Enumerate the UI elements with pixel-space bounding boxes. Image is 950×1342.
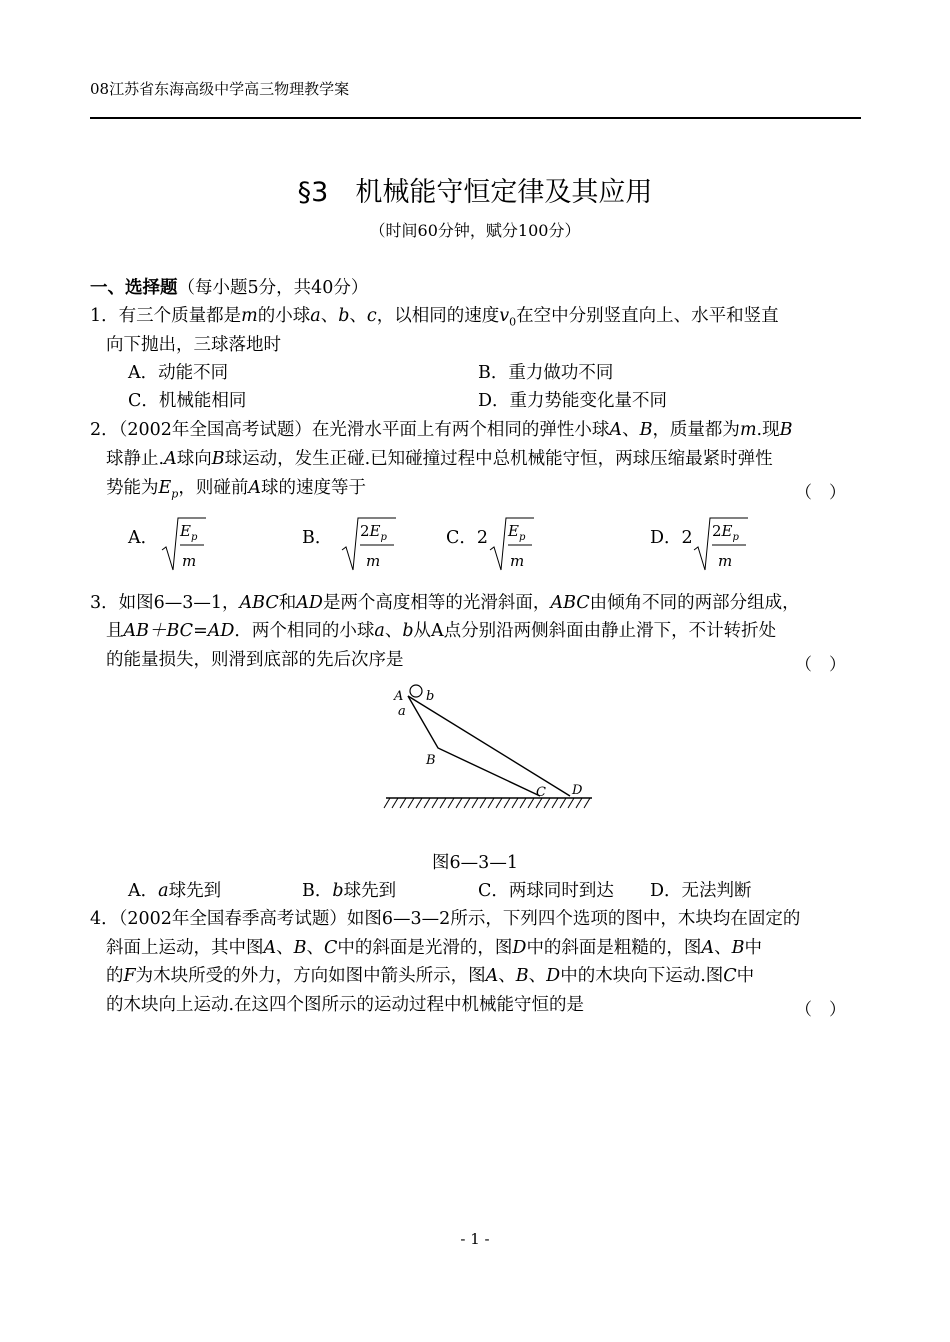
text: .现 [756, 420, 780, 440]
text: 球向 [176, 449, 212, 469]
text: 中的斜面是粗糙的，图 [526, 938, 702, 958]
var-ABC: ABC [239, 593, 279, 613]
text: 是两个高度相等的光滑斜面， [322, 593, 551, 613]
page-title: §3 机械能守恒定律及其应用 [297, 177, 653, 208]
text: ．两个相同的小球 [234, 621, 375, 641]
text: E [180, 522, 191, 540]
text: 斜面上运动，其中图 [106, 938, 264, 958]
figure-6-3-1 [380, 680, 600, 815]
q1-line2: 向下抛出，三球落地时 [106, 335, 281, 355]
var-B: B [639, 420, 653, 440]
q2-answer-blank[interactable]: （ ） [795, 483, 846, 503]
header-rule [90, 117, 861, 119]
q2-option-c-label: C．2 [446, 528, 489, 548]
var-A: A [701, 938, 715, 958]
var-C: C [324, 938, 338, 958]
slope-ad [408, 696, 570, 796]
var-a: a [310, 306, 321, 326]
q1-option-a: A．动能不同 [128, 363, 229, 383]
var-B: B [211, 449, 225, 469]
var-C: C [723, 966, 737, 986]
q2-line3 [106, 474, 366, 509]
text: 球先到 [343, 881, 397, 901]
var-c: c [366, 306, 377, 326]
text: 、 [306, 938, 325, 958]
text: 、 [714, 938, 732, 958]
text: 中 [744, 938, 762, 958]
q2-option-b-denominator: m [366, 552, 381, 570]
text: 、 [622, 420, 640, 440]
q4-answer-blank[interactable]: （ ） [795, 1000, 846, 1020]
q3-line2 [106, 617, 776, 645]
q2-option-a-numerator [180, 522, 197, 543]
var-F: F [123, 966, 136, 986]
var-ABC: ABC [550, 593, 590, 613]
fig-label-C: C [536, 785, 546, 800]
page-header: 08江苏省东海高级中学高三物理教学案 [90, 80, 350, 98]
var-a: a [158, 881, 169, 901]
text: 为木块所受的外力，方向如图中箭头所示，图 [135, 966, 486, 986]
q3-option-a [128, 877, 221, 905]
fig-label-D: D [572, 783, 583, 798]
text: E [508, 522, 519, 540]
page-number: - 1 - [460, 1230, 490, 1248]
text: 中的斜面是光滑的，图 [337, 938, 513, 958]
text: 、 [528, 966, 547, 986]
equation: AB＋BC=AD [123, 621, 235, 641]
text: E [721, 522, 733, 540]
text: E [369, 522, 381, 540]
fig-label-B: B [426, 753, 436, 768]
text: 3．如图6—3—1， [90, 593, 240, 613]
subscript: p [380, 532, 387, 543]
q2-line1 [90, 416, 793, 444]
var-b: b [338, 306, 350, 326]
q4-line4: 的木块向上运动.在这四个图所示的运动过程中机械能守恒的是 [106, 995, 585, 1015]
fig-label-b: b [426, 689, 435, 704]
q1-option-d: D．重力势能变化量不同 [478, 391, 668, 411]
q2-option-b-label: B． [302, 528, 333, 548]
text: 中的木块向下运动.图 [560, 966, 724, 986]
fig-label-A: A [394, 689, 404, 704]
fig-label-a: a [398, 704, 406, 719]
text: ，以相同的速度 [376, 306, 500, 326]
text: ，则碰前 [178, 478, 249, 498]
q2-line2 [106, 445, 773, 473]
q2-option-d-denominator: m [718, 552, 733, 570]
subscript: p [190, 532, 198, 543]
var-E: E [158, 478, 172, 498]
q4-line3 [106, 962, 754, 990]
var-A: A [263, 938, 277, 958]
figure-6-3-1-caption: 图6—3—1 [432, 853, 518, 873]
subscript: p [171, 487, 179, 501]
section-label: 一、选择题 [90, 278, 178, 298]
subscript: 0 [509, 315, 517, 329]
section-note: （每小题5分，共40分） [177, 278, 369, 298]
q3-option-c: C．两球同时到达 [478, 881, 614, 901]
var-v: v [499, 306, 510, 326]
q3-line3: 的能量损失，则滑到底部的先后次序是 [106, 650, 404, 670]
text: A． [128, 881, 159, 901]
text: 、 [384, 621, 403, 641]
ball-b [410, 685, 422, 697]
q2-option-d-label: D．2 [650, 528, 693, 548]
var-m: m [739, 420, 757, 440]
var-B: B [293, 938, 307, 958]
text: 球运动，发生正碰.已知碰撞过程中总机械能守恒，两球压缩最紧时弹性 [224, 449, 773, 469]
var-b: b [332, 881, 344, 901]
q4-line2 [106, 934, 762, 962]
q1-option-c: C．机械能相同 [128, 391, 247, 411]
var-D: D [512, 938, 527, 958]
q2-option-c-numerator [508, 522, 525, 543]
page-subtitle: （时间60分钟，赋分100分） [369, 221, 581, 240]
var-B: B [731, 938, 745, 958]
var-A: A [485, 966, 499, 986]
text: 且 [106, 621, 124, 641]
var-A: A [164, 449, 177, 469]
q4-line1: 4．（2002年全国春季高考试题）如图6—3—2所示，下列四个选项的图中，木块均在固定的 [90, 909, 801, 929]
text: 、 [349, 306, 367, 326]
q3-option-b [302, 877, 396, 905]
text: 球静止. [106, 449, 165, 469]
text: 在空中分别竖直向上、水平和竖直 [516, 306, 779, 326]
text: 、 [498, 966, 516, 986]
text: 2．（2002年全国高考试题）在光滑水平面上有两个相同的弹性小球 [90, 420, 610, 440]
text: 势能为 [106, 478, 159, 498]
text: 、 [320, 306, 339, 326]
text: 由倾角不同的两部分组成， [589, 593, 800, 613]
subscript: p [518, 532, 526, 543]
text: 球先到 [168, 881, 222, 901]
text: B． [302, 881, 333, 901]
var-AD: AD [296, 593, 323, 613]
var-a: a [374, 621, 385, 641]
text: 1．有三个质量都是 [90, 306, 242, 326]
section-heading [90, 274, 368, 302]
q1-option-b: B．重力做功不同 [478, 363, 614, 383]
subscript: p [732, 532, 739, 543]
q2-option-a-label: A． [128, 528, 159, 548]
q3-option-d: D．无法判断 [650, 881, 752, 901]
text: 球的速度等于 [260, 478, 366, 498]
var-m: m [241, 306, 258, 326]
text: 中 [736, 966, 755, 986]
text: 的 [106, 966, 124, 986]
text: 、 [276, 938, 294, 958]
var-D: D [546, 966, 561, 986]
text: ，质量都为 [652, 420, 740, 440]
slope-abc [408, 696, 540, 796]
text: 从A点分别沿两侧斜面由静止滑下，不计转折处 [413, 621, 777, 641]
q2-option-a-denominator: m [182, 552, 197, 570]
q3-answer-blank[interactable]: （ ） [795, 655, 846, 675]
var-A: A [248, 478, 261, 498]
q3-line1 [90, 589, 800, 617]
var-b: b [402, 621, 414, 641]
text: 的小球 [257, 306, 311, 326]
q2-option-b-numerator: $2E_p$ [360, 522, 387, 543]
q2-option-d-numerator: $2E_p$ [712, 522, 739, 543]
var-B: B [779, 420, 793, 440]
q2-option-c-denominator: m [510, 552, 525, 570]
var-A: A [609, 420, 623, 440]
text: 和 [278, 593, 297, 613]
ground-hatching [384, 798, 590, 808]
var-B: B [515, 966, 529, 986]
